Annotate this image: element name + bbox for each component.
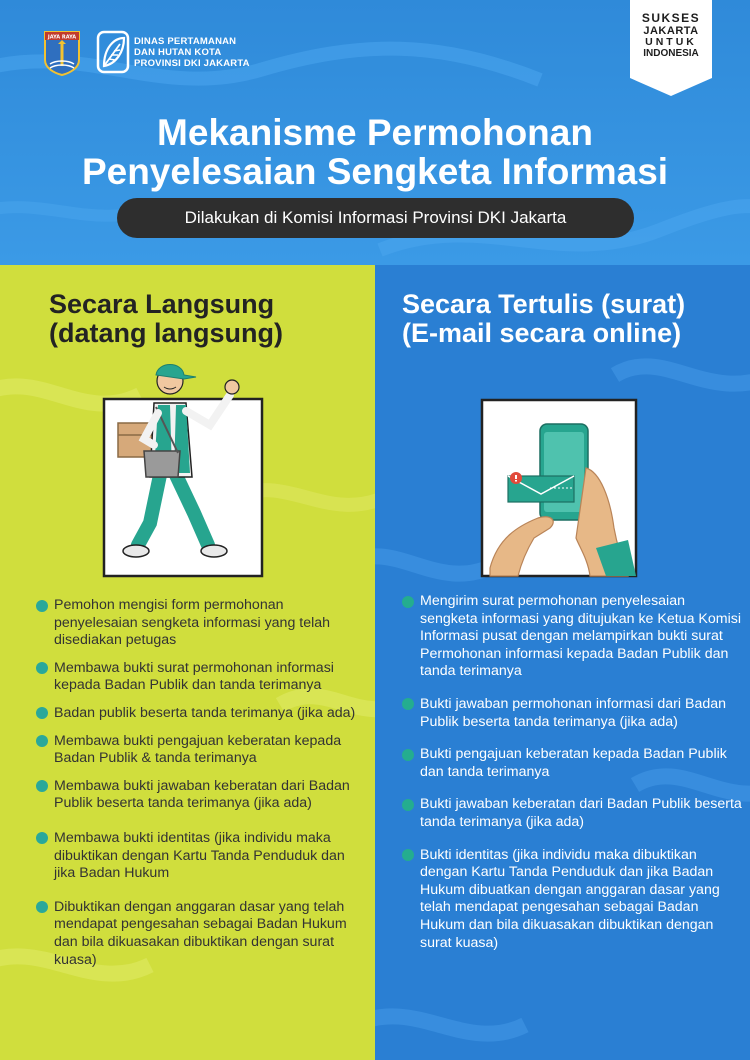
written-title-line: Secara Tertulis (surat) xyxy=(402,289,686,319)
in-person-title xyxy=(49,290,283,348)
list-item-text: Membawa bukti identitas (jika individu maka dibuktikan dengan Kartu Tanda Penduduk dan jika Badan Hukum xyxy=(54,829,345,882)
bullet-icon xyxy=(402,596,414,608)
bullet-icon xyxy=(402,749,414,761)
list-item-text: Bukti jawaban keberatan dari Badan Publik beserta tanda terimanya (jika ada) xyxy=(420,796,742,830)
subtitle-pill: Dilakukan di Komisi Informasi Provinsi DKI Jakarta xyxy=(117,198,634,238)
list-item-text: Membawa bukti surat permohonan informasi kepada Badan Publik dan tanda terimanya xyxy=(54,659,334,694)
slogan-line: UNTUK xyxy=(645,36,697,48)
list-item xyxy=(402,696,742,731)
slogan-line: SUKSES xyxy=(641,11,701,25)
list-item xyxy=(402,593,742,681)
list-item xyxy=(36,597,366,650)
bullet-icon xyxy=(36,662,48,674)
written-column xyxy=(375,265,750,1060)
list-item xyxy=(402,847,742,953)
in-person-column xyxy=(0,265,375,1060)
page-title xyxy=(0,113,750,191)
list-item-text: Pemohon mengisi form permohonan penyelesaian sengketa informasi yang telah disediakan petugas xyxy=(54,597,331,649)
list-item-text: Membawa bukti pengajuan keberatan kepada Badan Publik & tanda terimanya xyxy=(54,732,342,767)
written-title xyxy=(402,290,685,348)
page-title-line: Penyelesaian Sengketa Informasi xyxy=(81,151,669,192)
in-person-requirement-list xyxy=(36,597,366,969)
agency-name xyxy=(134,36,250,69)
courier-illustration xyxy=(98,355,268,580)
agency-name-line: DAN HUTAN KOTA xyxy=(134,47,222,58)
list-item xyxy=(402,796,742,831)
list-item-text: Badan publik beserta tanda terimanya (jika ada) xyxy=(54,704,356,721)
list-item-text: Membawa bukti jawaban keberatan dari Badan Publik beserta tanda terimanya (jika ada) xyxy=(54,777,350,812)
slogan-line: INDONESIA xyxy=(643,48,699,59)
written-requirement-list xyxy=(402,593,742,952)
slogan-line: JAKARTA xyxy=(643,25,699,37)
page-title-line: Mekanisme Permohonan xyxy=(157,112,593,153)
in-person-title-line: Secara Langsung xyxy=(49,289,275,319)
header-banner xyxy=(0,0,750,265)
list-item-text: Dibuktikan dengan anggaran dasar yang telah mendapat pengesahan sebagai Badan Hukum dan bila dikuasakan dibuktikan dengan surat kuasa) xyxy=(54,898,347,968)
phone-email-illustration xyxy=(478,398,640,580)
list-item-text: Bukti pengajuan keberatan kepada Badan Publik dan tanda terimanya xyxy=(420,746,727,780)
list-item xyxy=(36,660,366,695)
agency-name-line: DINAS PERTAMANAN xyxy=(134,36,237,47)
list-item xyxy=(36,705,366,723)
list-item-text: Mengirim surat permohonan penyelesaian sengketa informasi yang ditujukan ke Ketua Komisi Informasi pusat dengan melampirkan bukti surat Permohonan informasi kepada Badan Publik dan tanda terimanya xyxy=(420,593,741,680)
list-item-text: Bukti jawaban permohonan informasi dari Badan Publik beserta tanda terimanya (jika ada) xyxy=(420,695,727,730)
bullet-icon xyxy=(36,735,48,747)
list-item xyxy=(36,899,366,969)
bullet-icon xyxy=(36,901,48,913)
slogan-text xyxy=(630,12,712,59)
svg-text:JAYA RAYA: JAYA RAYA xyxy=(47,34,77,41)
bullet-icon xyxy=(36,600,48,612)
written-title-line: (E-mail secara online) xyxy=(402,318,682,348)
list-item xyxy=(36,733,366,768)
bullet-icon xyxy=(402,698,414,710)
bullet-icon xyxy=(402,799,414,811)
bullet-icon xyxy=(36,832,48,844)
in-person-title-line: (datang langsung) xyxy=(49,318,283,348)
list-item xyxy=(402,746,742,781)
bullet-icon xyxy=(36,780,48,792)
leaf-logo-icon xyxy=(96,30,130,74)
list-item xyxy=(36,778,366,813)
list-item xyxy=(36,830,366,883)
list-item-text: Bukti identitas (jika individu maka dibuktikan dengan Kartu Tanda Penduduk dan jika Badan Hukum dibuatkan dengan anggaran dasar yang telah mendapat pengesahan sebagai Badan Hukum dan bila dikuasakan dibuktikan dengan surat kuasa) xyxy=(420,846,720,951)
bullet-icon xyxy=(36,707,48,719)
agency-name-line: PROVINSI DKI JAKARTA xyxy=(134,58,250,69)
jakarta-crest-icon xyxy=(42,30,82,76)
bullet-icon xyxy=(402,849,414,861)
